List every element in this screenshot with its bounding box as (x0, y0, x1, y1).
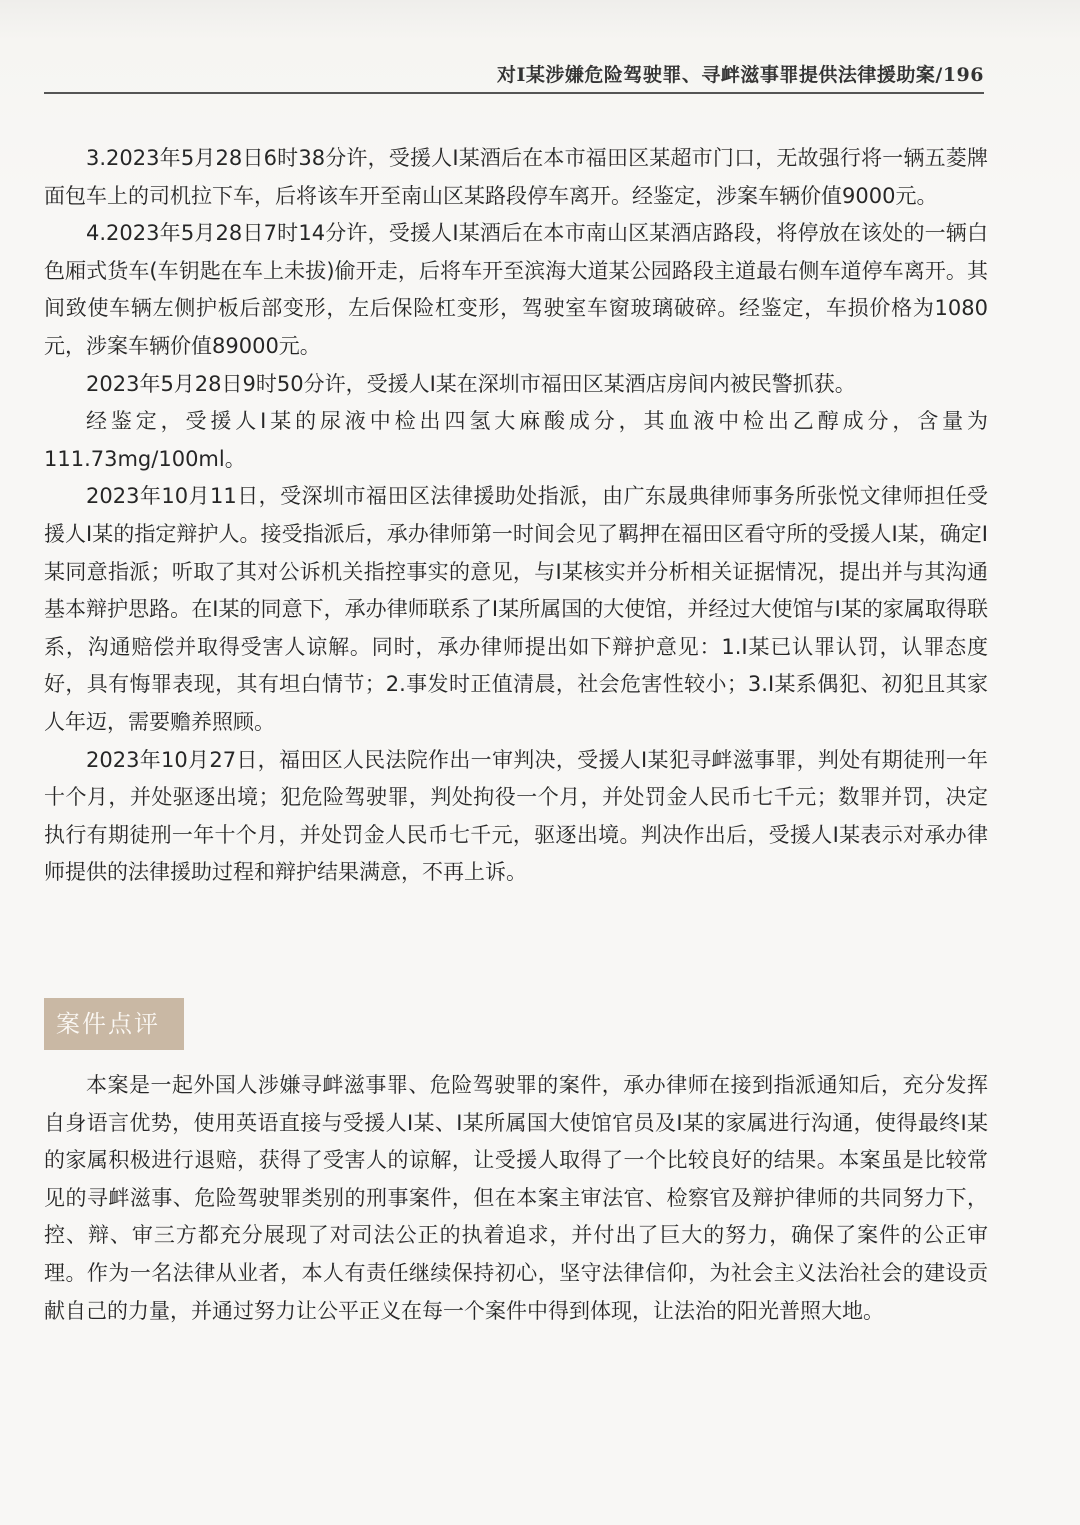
paragraph-appraisal: 经鉴定，受援人I某的尿液中检出四氢大麻酸成分，其血液中检出乙醇成分，含量为111.73mg/100ml。 (44, 409, 988, 471)
header-divider (44, 92, 984, 94)
running-header: 对I某涉嫌危险驾驶罪、寻衅滋事罪提供法律援助案/196 (497, 64, 984, 86)
case-facts-body (44, 140, 988, 892)
paragraph-incident-4: 4.2023年5月28日7时14分许，受援人I某酒后在本市南山区某酒店路段，将停放在该处的一辆白色厢式货车(车钥匙在车上未拔)偷开走，后将车开至滨海大道某公园路段主道最右侧车道停车离开。其间致使车辆左侧护板后部变形，左后保险杠变形，驾驶室车窗玻璃破碎。经鉴定，车损价格为1080元，涉案车辆价值89000元。 (44, 221, 988, 358)
paragraph-defense: 2023年10月11日，受深圳市福田区法律援助处指派，由广东晟典律师事务所张悦文律师担任受援人I某的指定辩护人。接受指派后，承办律师第一时间会见了羁押在福田区看守所的受援人I某，确定I某同意指派；听取了其对公诉机关指控事实的意见，与I某核实并分析相关证据情况，提出并与其沟通基本辩护思路。在I某的同意下，承办律师联系了I某所属国的大使馆，并经过大使馆与I某的家属取得联系，沟通赔偿并取得受害人谅解。同时，承办律师提出如下辩护意见：1.I某已认罪认罚，认罪态度好，具有悔罪表现，其有坦白情节；2.事发时正值清晨，社会危害性较小；3.I某系偶犯、初犯且其家人年迈，需要赡养照顾。 (44, 484, 988, 734)
case-review-body (44, 1067, 988, 1330)
paragraph-incident-3: 3.2023年5月28日6时38分许，受援人I某酒后在本市福田区某超市门口，无故强行将一辆五菱牌面包车上的司机拉下车，后将该车开至南山区某路段停车离开。经鉴定，涉案车辆价值9000元。 (44, 146, 988, 208)
case-review-badge (44, 998, 184, 1050)
paragraph-judgment: 2023年10月27日，福田区人民法院作出一审判决，受援人I某犯寻衅滋事罪，判处有期徒刑一年十个月，并处驱逐出境；犯危险驾驶罪，判处拘役一个月，并处罚金人民币七千元；数罪并罚，决定执行有期徒刑一年十个月，并处罚金人民币七千元，驱逐出境。判决作出后，受援人I某表示对承办律师提供的法律援助过程和辩护结果满意，不再上诉。 (44, 747, 988, 885)
case-review-badge-label: 案件点评 (56, 1010, 160, 1038)
paragraph-review: 本案是一起外国人涉嫌寻衅滋事罪、危险驾驶罪的案件，承办律师在接到指派通知后，充分发挥自身语言优势，使用英语直接与受援人I某、I某所属国大使馆官员及I某的家属进行沟通，使得最终I某的家属积极进行退赔，获得了受害人的谅解，让受援人取得了一个比较良好的结果。本案虽是比较常见的寻衅滋事、危险驾驶罪类别的刑事案件，但在本案主审法官、检察官及辩护律师的共同努力下，控、辩、审三方都充分展现了对司法公正的执着追求，并付出了巨大的努力，确保了案件的公正审理。作为一名法律从业者，本人有责任继续保持初心，坚守法律信仰，为社会主义法治社会的建设贡献自己的力量，并通过努力让公平正义在每一个案件中得到体现，让法治的阳光普照大地。 (44, 1073, 988, 1323)
paragraph-arrest: 2023年5月28日9时50分许，受援人I某在深圳市福田区某酒店房间内被民警抓获。 (86, 371, 856, 396)
